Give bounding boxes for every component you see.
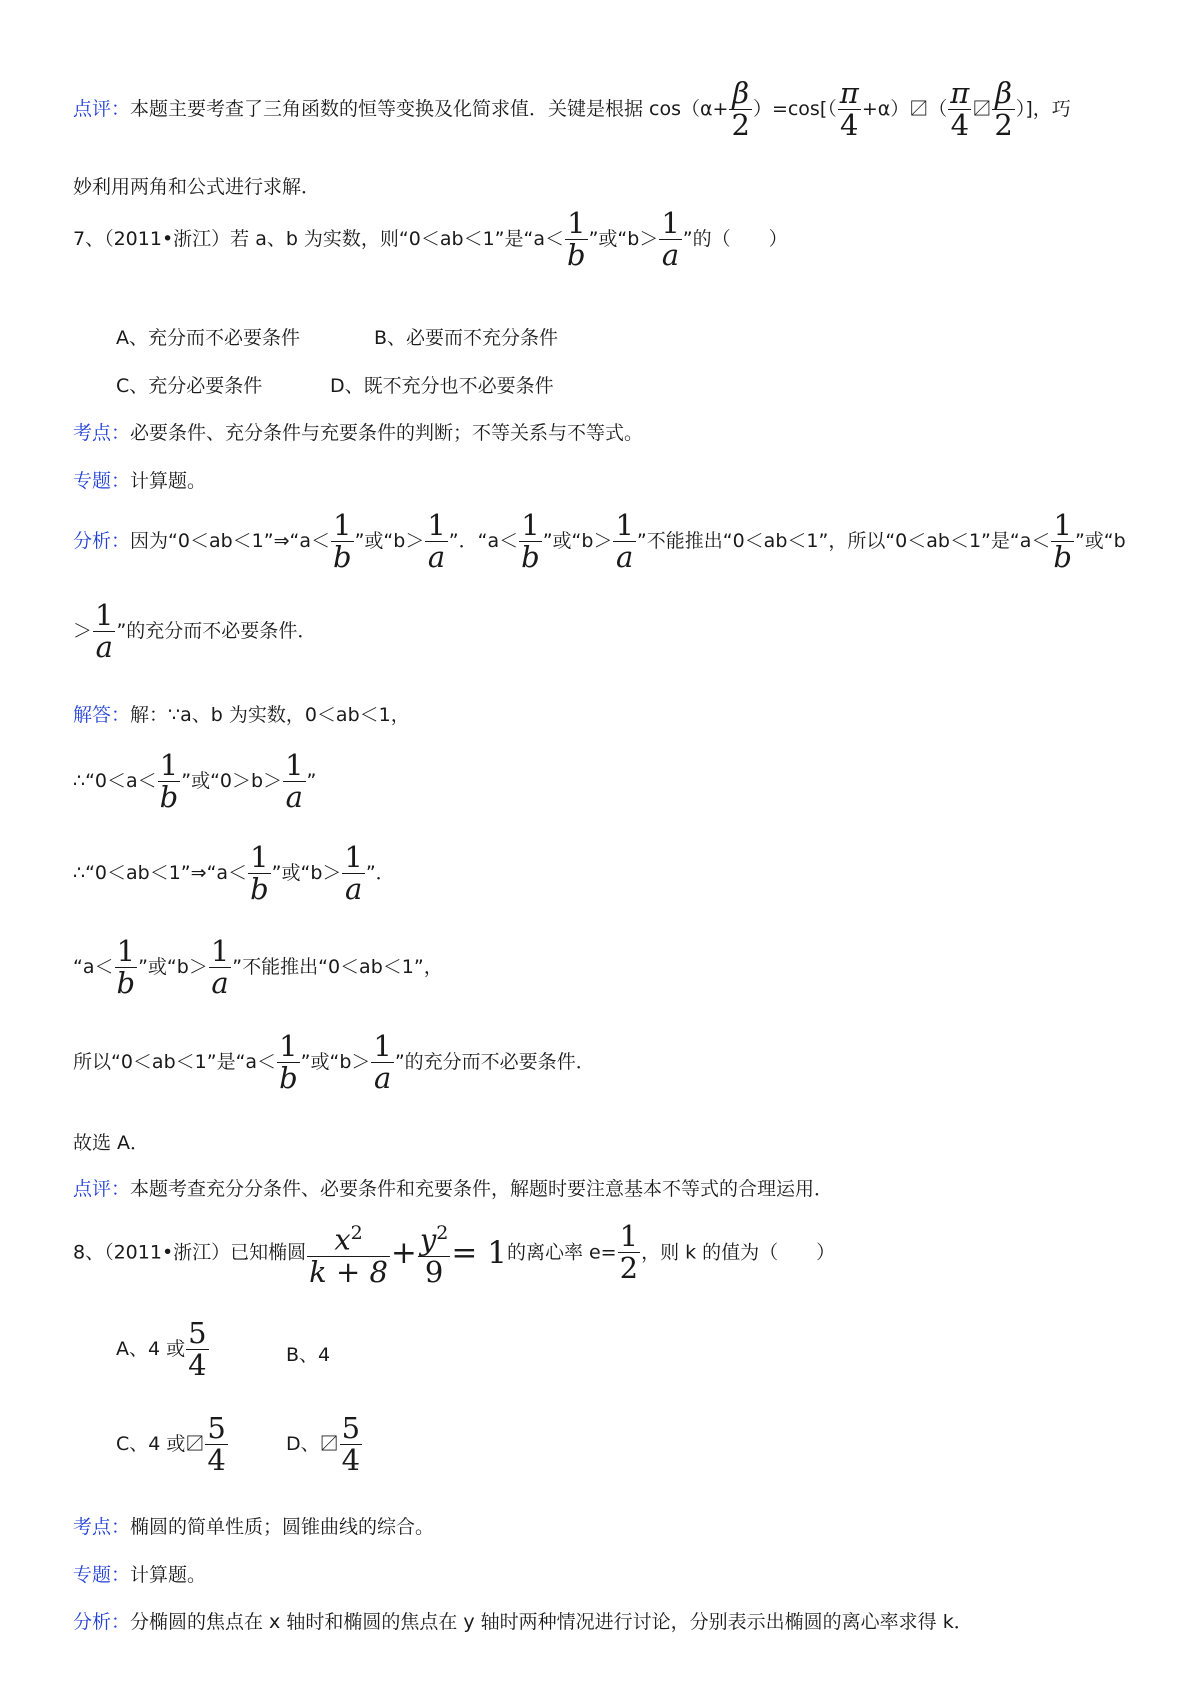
- q7-option-d: D、既不充分也不必要条件: [330, 375, 554, 397]
- fraction-1-over-a: $\frac{1}{a}$: [95, 598, 114, 664]
- q7-option-c: C、充分必要条件: [116, 375, 263, 397]
- q7-jieda-line-4: “a＜ $\frac{1}{b}$ ”或“b＞ $\frac{1}{a}$ ”不能推出“0＜ab＜1”，: [73, 934, 443, 1000]
- fraction-1-over-b: $\frac{1}{b}$: [279, 1029, 298, 1095]
- fraction-5-over-4: $\frac{5}{4}$: [188, 1316, 207, 1382]
- fraction-1-over-b: $\frac{1}{b}$: [521, 508, 540, 574]
- q7-jieda: 解答：解：∵a、b 为实数，0＜ab＜1，: [73, 704, 410, 726]
- fraction-1-over-a: $\frac{1}{a}$: [210, 934, 230, 1000]
- comment-continuation: 妙利用两角和公式进行求解．: [73, 176, 321, 198]
- question-7-stem: 7、（2011•浙江）若 a、b 为实数，则“0＜ab＜1”是“a＜ $\frac{1}{b}$ ”或“b＞ $\frac{1}{a}$ ”的（ ）: [73, 206, 788, 272]
- q8-option-b: B、4: [286, 1344, 331, 1366]
- fraction-1-over-a: $\frac{1}{a}$: [427, 508, 446, 574]
- fraction-1-over-b: $\frac{1}{b}$: [159, 748, 179, 814]
- fraction-5-over-4: $\frac{5}{4}$: [341, 1411, 361, 1477]
- fraction-1-over-b: $\frac{1}{b}$: [116, 934, 136, 1000]
- comment-text-3: +α）: [861, 98, 910, 120]
- question-8-stem: 8、（2011•浙江）已知椭圆 $\frac{x^2}{k + 8}$ + $\frac{y^2}{9}$ = 1的离心率 e= $\frac{1}{2}$ ，则 k 的值为（ ）: [73, 1219, 836, 1289]
- q8-option-c: C、4 或〼 $\frac{5}{4}$: [116, 1411, 226, 1477]
- q7-answer: 故选 A．: [73, 1132, 150, 1154]
- fraction-pi-over-4-b: $\frac{\pi}{4}$: [950, 76, 970, 142]
- comment-text-5: ）]，巧: [1015, 98, 1071, 120]
- fraction-y2-over-9: $\frac{y^2}{9}$: [419, 1222, 449, 1289]
- fraction-1-over-b: $\frac{1}{b}$: [567, 206, 586, 272]
- missing-glyph: 〼: [909, 98, 929, 120]
- q7-jieda-line-5: 所以“0＜ab＜1”是“a＜ $\frac{1}{b}$ ”或“b＞ $\frac{1}{a}$ ”的充分而不必要条件．: [73, 1029, 595, 1095]
- q8-option-a: A、4 或 $\frac{5}{4}$: [116, 1316, 207, 1382]
- q8-kaodian: 考点：椭圆的简单性质；圆锥曲线的综合。: [73, 1516, 435, 1538]
- q7-jieda-line-3: ∴“0＜ab＜1”⇒“a＜ $\frac{1}{b}$ ”或“b＞ $\frac{1}{a}$ ”．: [73, 840, 395, 906]
- fraction-1-over-a: $\frac{1}{a}$: [615, 508, 634, 574]
- fraction-1-over-b: $\frac{1}{b}$: [250, 840, 269, 906]
- fraction-1-over-b: $\frac{1}{b}$: [1053, 508, 1072, 574]
- comment-label: 点评：: [73, 98, 131, 120]
- fraction-beta-over-2-b: $\frac{\beta}{2}$: [994, 76, 1013, 142]
- comment-line: [73, 78, 1071, 141]
- fraction-beta-over-2: $\frac{\beta}{2}$: [731, 76, 750, 142]
- fraction-1-over-a: $\frac{1}{a}$: [344, 840, 363, 906]
- comment-text-4: （: [928, 98, 948, 120]
- fraction-1-over-b: $\frac{1}{b}$: [333, 508, 352, 574]
- fraction-1-over-a: $\frac{1}{a}$: [285, 748, 304, 814]
- comment-text-1: 本题主要考查了三角函数的恒等变换及化简求值．关键是根据 cos（α+: [130, 98, 729, 120]
- comment-text-2: ）=cos[（: [752, 98, 837, 120]
- q8-option-d: D、〼 $\frac{5}{4}$: [286, 1411, 361, 1477]
- fraction-5-over-4: $\frac{5}{4}$: [207, 1411, 226, 1477]
- q7-option-b: B、必要而不充分条件: [374, 327, 559, 349]
- q7-pingjia: 点评：本题考查充分分条件、必要条件和充要条件，解题时要注意基本不等式的合理运用．: [73, 1178, 834, 1200]
- fraction-1-over-a: $\frac{1}{a}$: [373, 1029, 392, 1095]
- q7-option-a: A、充分而不必要条件: [116, 327, 300, 349]
- q7-kaodian: 考点：必要条件、充分条件与充要条件的判断；不等关系与不等式。: [73, 422, 644, 444]
- q7-fenxi: 分析：因为“0＜ab＜1”⇒“a＜ $\frac{1}{b}$ ”或“b＞ $\frac{1}{a}$ ”．“a＜ $\frac{1}{b}$ ”或“b＞ $\frac{1}{a}$ ”不能推出“0＜ab＜1”，所以“0＜ab＜1”是“a＜ $\frac{1}{b}$ ”或“b: [73, 508, 1126, 574]
- q8-zhuanti: 专题：计算题。: [73, 1564, 207, 1586]
- fraction-1-over-a: $\frac{1}{a}$: [661, 206, 680, 272]
- fraction-pi-over-4: $\frac{\pi}{4}$: [839, 76, 859, 142]
- fraction-1-over-2: $\frac{1}{2}$: [619, 1219, 639, 1286]
- missing-glyph: 〼: [972, 98, 992, 120]
- q7-fenxi-cont: ＞ $\frac{1}{a}$ ”的充分而不必要条件．: [73, 598, 317, 664]
- missing-glyph: 〼: [185, 1433, 205, 1455]
- q8-fenxi: 分析：分椭圆的焦点在 x 轴时和椭圆的焦点在 y 轴时两种情况进行讨论，分别表示出椭圆的离心率求得 k．: [73, 1611, 973, 1633]
- missing-glyph: 〼: [319, 1433, 339, 1455]
- q7-zhuanti: 专题：计算题。: [73, 470, 207, 492]
- q7-jieda-line-2: ∴“0＜a＜ $\frac{1}{b}$ ”或“0＞b＞ $\frac{1}{a}$ ”: [73, 748, 317, 814]
- fraction-x2-over-k8: $\frac{x^2}{k + 8}$: [309, 1222, 388, 1289]
